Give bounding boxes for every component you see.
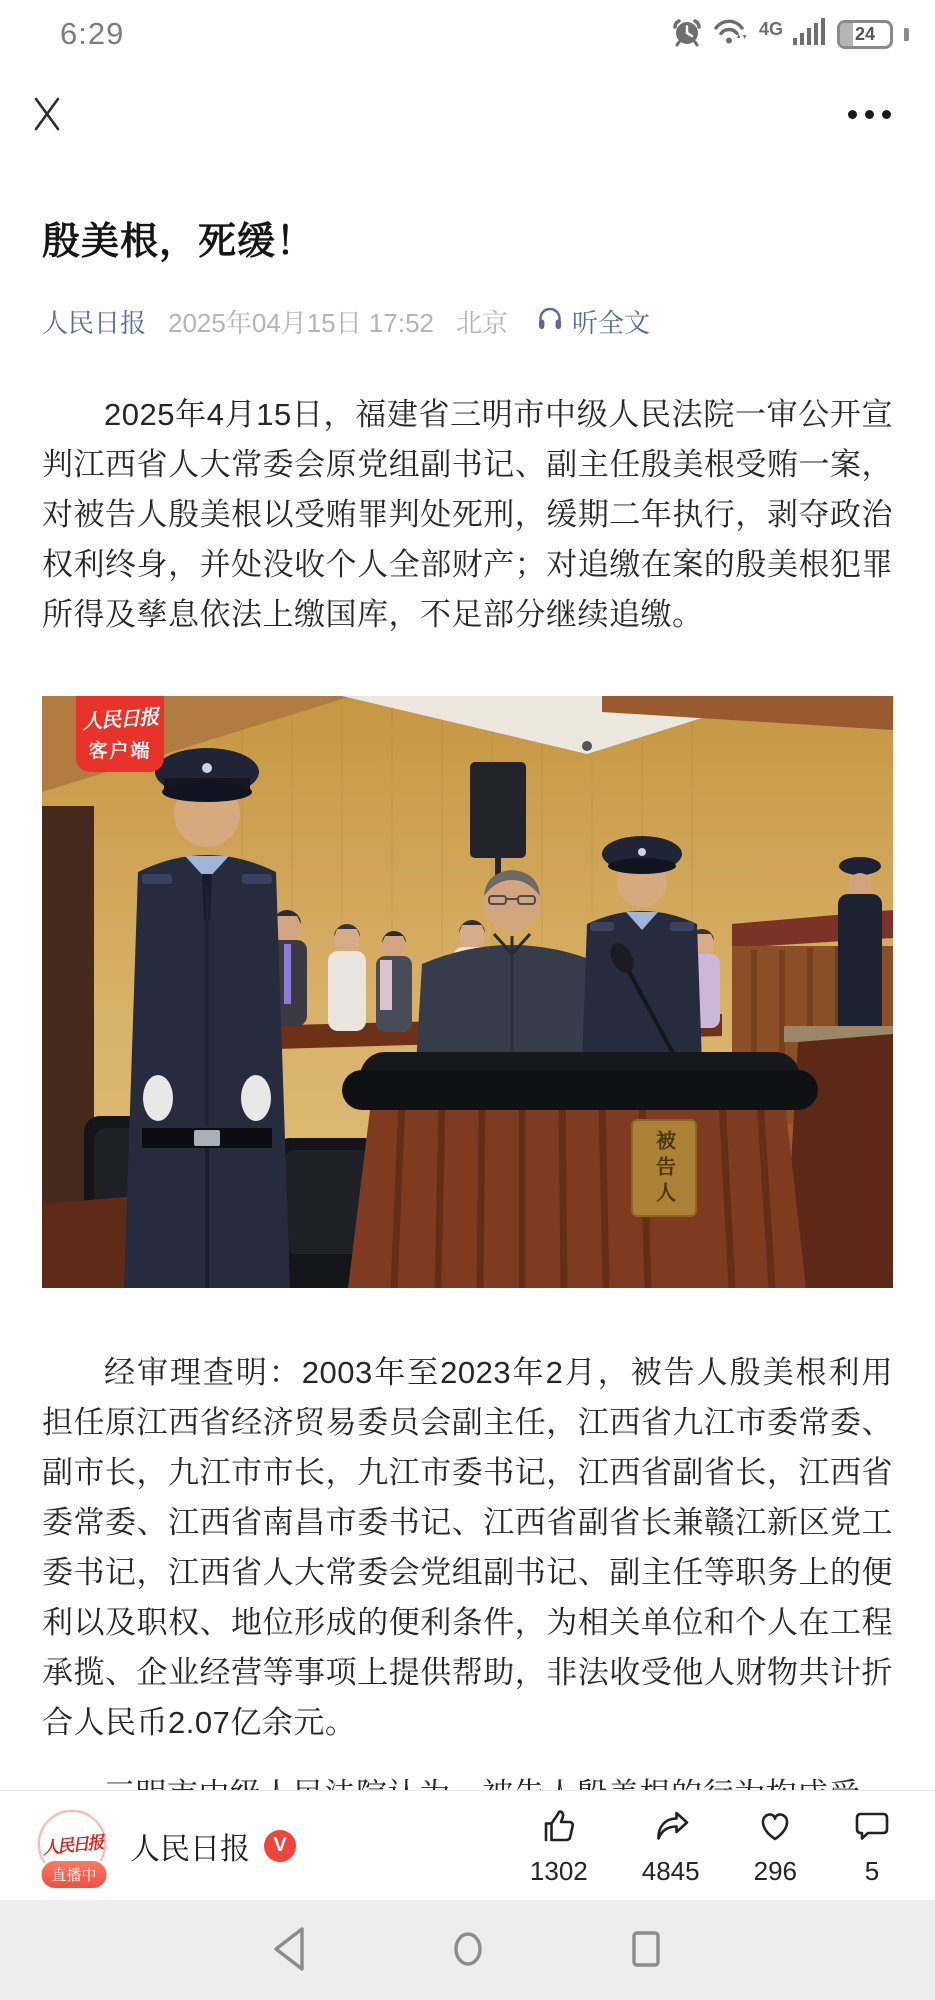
share-count: 4845 — [641, 1855, 700, 1886]
nav-recents-button[interactable] — [624, 1923, 668, 1978]
home-circle-icon — [446, 1923, 490, 1978]
favorite-count: 296 — [753, 1855, 797, 1886]
status-bar — [0, 0, 935, 60]
thumbs-up-icon — [538, 1805, 580, 1850]
close-icon — [30, 93, 64, 136]
battery-nub — [904, 28, 909, 41]
like-count: 1302 — [529, 1855, 588, 1886]
article-body — [0, 210, 935, 1820]
account-info[interactable] — [38, 1810, 296, 1882]
alarm-icon — [671, 16, 703, 53]
courtroom-photo[interactable] — [42, 696, 893, 1288]
status-icons — [671, 16, 909, 53]
comment-count: 5 — [864, 1855, 880, 1886]
share-button[interactable] — [642, 1805, 700, 1887]
close-button[interactable] — [30, 93, 64, 136]
courtroom-illustration — [42, 696, 893, 1288]
comment-button[interactable] — [851, 1805, 893, 1887]
like-button[interactable] — [530, 1805, 588, 1887]
more-options-button[interactable] — [848, 110, 891, 119]
verified-badge: V — [264, 1830, 296, 1862]
defendant-plaque-label: 被告人 — [652, 1130, 675, 1208]
battery-indicator — [837, 20, 893, 49]
account-name: 人民日报 — [130, 1832, 250, 1866]
favorite-button[interactable] — [754, 1805, 797, 1887]
headphone-icon — [536, 304, 564, 339]
signal-strength-icon — [792, 17, 828, 52]
nav-back-button[interactable] — [268, 1923, 312, 1978]
nav-home-button[interactable] — [446, 1923, 490, 1978]
badge-masthead-text: 人民日报 — [81, 706, 159, 734]
battery-percent: 24 — [854, 23, 876, 44]
ellipsis-icon — [848, 110, 891, 119]
badge-client-text: 客户端 — [88, 741, 152, 762]
android-nav-bar — [0, 1900, 935, 2000]
battery-fill — [840, 23, 853, 46]
live-badge: 直播中 — [39, 1859, 108, 1890]
peoples-daily-avatar[interactable] — [38, 1810, 110, 1882]
listen-full-text-button[interactable] — [536, 303, 650, 340]
peoples-daily-client-badge — [76, 696, 164, 772]
source-account-link[interactable]: 人民日报 — [42, 308, 147, 338]
heart-icon — [754, 1805, 796, 1850]
engagement-actions — [530, 1805, 893, 1887]
app-header — [0, 60, 935, 168]
footer-bar — [0, 1790, 935, 1900]
wifi-icon — [712, 16, 750, 53]
publish-location: 北京 — [455, 308, 508, 338]
avatar-masthead-text: 人民日报 — [41, 1832, 104, 1859]
share-arrow-icon — [650, 1805, 692, 1850]
recents-square-icon — [624, 1923, 668, 1978]
article-paragraph-1: 2025年4月15日，福建省三明市中级人民法院一审公开宣判江西省人大常委会原党组副书记、副主任殷美根受贿一案，对被告人殷美根以受贿罪判处死刑，缓期二年执行，剥夺政治权利终身，并处没收个人全部财产；对追缴在案的殷美根犯罪所得及孳息依法上缴国库，不足部分继续追缴。 — [42, 397, 893, 632]
article-paragraph-2: 经审理查明：2003年至2023年2月，被告人殷美根利用担任原江西省经济贸易委员会副主任，江西省九江市委常委、副市长，九江市市长，九江市委书记，江西省副省长，江西省委常委、江西省南昌市委书记、江西省副省长兼赣江新区党工委书记，江西省人大常委会党组副书记、副主任等职务上的便利以及职权、地位形成的便利条件，为相关单位和个人在工程承揽、企业经营等事项上提供帮助，非法收受他人财物共计折合人民币2.07亿余元。 — [42, 1355, 893, 1740]
listen-label: 听全文 — [572, 308, 651, 338]
publish-datetime: 2025年04月15日 17:52 — [168, 308, 434, 338]
comment-bubble-icon — [851, 1805, 893, 1850]
byline — [42, 303, 893, 340]
article-title: 殷美根，死缓！ — [42, 221, 316, 263]
status-time: 6:29 — [60, 16, 125, 51]
back-triangle-icon — [268, 1923, 312, 1978]
network-type-label: 4G — [758, 18, 783, 39]
